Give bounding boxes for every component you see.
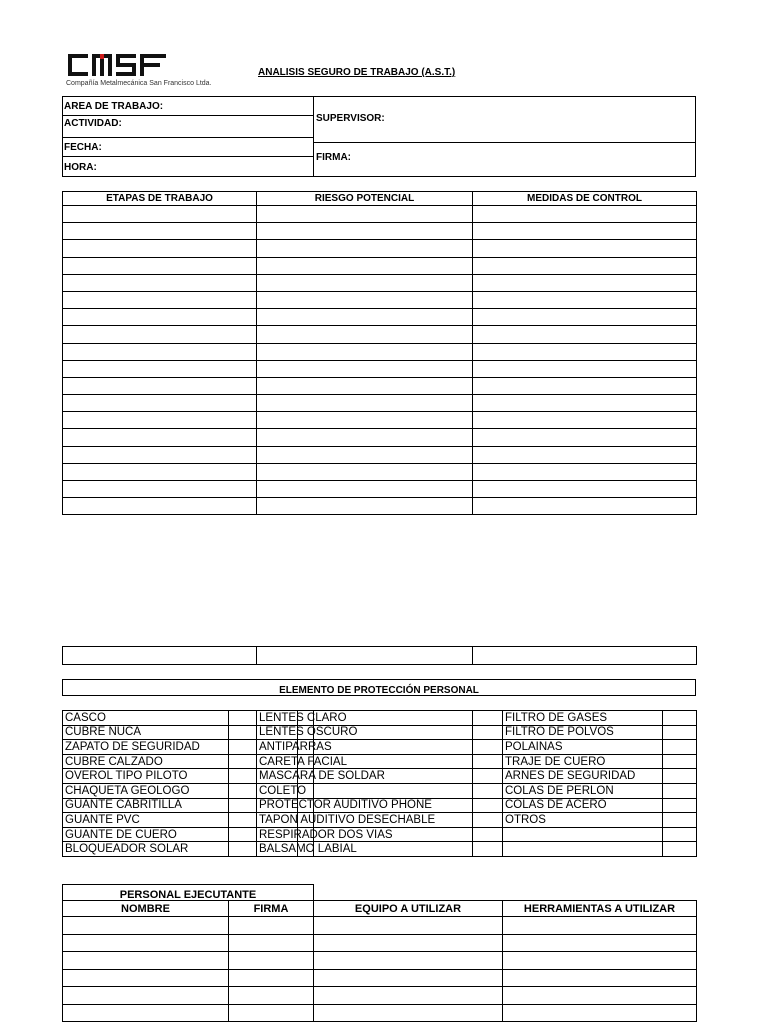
- ppe-checkbox[interactable]: [663, 827, 697, 842]
- work-row: [63, 463, 697, 480]
- nombre-cell[interactable]: [63, 987, 229, 1005]
- ppe-item-label: GUANTE CABRITILLA: [63, 798, 229, 813]
- ppe-checkbox[interactable]: [473, 725, 503, 740]
- work-row: [63, 274, 697, 291]
- nombre-cell[interactable]: [63, 934, 229, 952]
- medida-cell[interactable]: [473, 463, 697, 480]
- herramientas-cell[interactable]: [503, 917, 697, 935]
- riesgo-cell[interactable]: [257, 291, 473, 308]
- work-row: [63, 291, 697, 308]
- work-row: [63, 257, 697, 274]
- equipo-cell[interactable]: [314, 934, 503, 952]
- ppe-row: [63, 740, 697, 755]
- header-nombre: NOMBRE: [63, 901, 229, 917]
- ppe-checkbox[interactable]: [663, 725, 697, 740]
- etapa-cell[interactable]: [63, 463, 257, 480]
- nombre-cell[interactable]: [63, 969, 229, 987]
- ppe-checkbox[interactable]: [473, 769, 503, 784]
- medida-cell[interactable]: [473, 257, 697, 274]
- extra-cell[interactable]: [473, 647, 697, 665]
- ppe-checkbox[interactable]: [229, 813, 257, 828]
- ppe-checkbox[interactable]: [229, 711, 257, 726]
- ppe-item-label: GUANTE DE CUERO: [63, 827, 229, 842]
- ppe-checkbox[interactable]: [473, 813, 503, 828]
- ppe-title-box: [62, 679, 696, 696]
- equipo-cell[interactable]: [314, 969, 503, 987]
- etapa-cell[interactable]: [63, 360, 257, 377]
- etapa-cell[interactable]: [63, 343, 257, 360]
- work-steps-table: [62, 191, 697, 515]
- ppe-item-label: COLETO: [257, 783, 473, 798]
- ppe-checkbox[interactable]: [229, 783, 257, 798]
- work-row: [63, 240, 697, 257]
- ppe-item-label: ANTIPARRAS: [257, 740, 473, 755]
- ppe-checkbox[interactable]: [663, 813, 697, 828]
- ppe-checkbox[interactable]: [473, 783, 503, 798]
- herramientas-cell[interactable]: [503, 987, 697, 1005]
- ppe-checkbox[interactable]: [663, 769, 697, 784]
- firma-cell[interactable]: [229, 969, 314, 987]
- etapa-cell[interactable]: [63, 206, 257, 223]
- ppe-item-label: TRAJE DE CUERO: [503, 754, 663, 769]
- ppe-item-label: CHAQUETA GEOLOGO: [63, 783, 229, 798]
- ppe-item-label: PROTECTOR AUDITIVO PHONE: [257, 798, 473, 813]
- work-row: [63, 343, 697, 360]
- ppe-item-label: LENTES CLARO: [257, 711, 473, 726]
- riesgo-cell[interactable]: [257, 223, 473, 240]
- extra-cell[interactable]: [257, 647, 473, 665]
- work-row: [63, 206, 697, 223]
- ppe-item-label: POLAINAS: [503, 740, 663, 755]
- riesgo-cell[interactable]: [257, 429, 473, 446]
- ppe-checkbox[interactable]: [229, 798, 257, 813]
- etapa-cell[interactable]: [63, 223, 257, 240]
- ppe-item-label: CUBRE CALZADO: [63, 754, 229, 769]
- ppe-checkbox[interactable]: [229, 842, 257, 857]
- area-label: AREA DE TRABAJO:: [64, 101, 164, 112]
- ppe-item-label: BALSAMO LABIAL: [257, 842, 473, 857]
- ppe-row: [63, 842, 697, 857]
- herramientas-cell[interactable]: [503, 952, 697, 970]
- firma-cell[interactable]: [229, 917, 314, 935]
- equipo-cell[interactable]: [314, 952, 503, 970]
- riesgo-cell[interactable]: [257, 481, 473, 498]
- riesgo-cell[interactable]: [257, 309, 473, 326]
- ppe-row: [63, 827, 697, 842]
- medida-cell[interactable]: [473, 343, 697, 360]
- firma-cell[interactable]: [229, 952, 314, 970]
- ppe-checkbox[interactable]: [473, 754, 503, 769]
- equipo-cell[interactable]: [314, 917, 503, 935]
- ppe-checkbox[interactable]: [473, 711, 503, 726]
- work-row: [63, 446, 697, 463]
- firma-cell[interactable]: [229, 1004, 314, 1022]
- herramientas-cell[interactable]: [503, 934, 697, 952]
- ppe-item-label: ARNES DE SEGURIDAD: [503, 769, 663, 784]
- riesgo-cell[interactable]: [257, 326, 473, 343]
- ppe-checkbox[interactable]: [229, 725, 257, 740]
- medida-cell[interactable]: [473, 206, 697, 223]
- ppe-checkbox[interactable]: [663, 842, 697, 857]
- etapa-cell[interactable]: [63, 446, 257, 463]
- herramientas-cell[interactable]: [503, 1004, 697, 1022]
- equipo-cell[interactable]: [314, 987, 503, 1005]
- work-row: [63, 412, 697, 429]
- ppe-checkbox[interactable]: [663, 711, 697, 726]
- ppe-table: [62, 710, 697, 857]
- header-firma: FIRMA: [229, 901, 314, 917]
- medida-cell[interactable]: [473, 412, 697, 429]
- firma-cell[interactable]: [229, 934, 314, 952]
- ppe-item-label: TAPON AUDITIVO DESECHABLE: [257, 813, 473, 828]
- etapa-cell[interactable]: [63, 291, 257, 308]
- etapa-cell[interactable]: [63, 326, 257, 343]
- medida-cell[interactable]: [473, 446, 697, 463]
- medida-cell[interactable]: [473, 291, 697, 308]
- personnel-table: [62, 900, 697, 1022]
- ppe-item-label: CUBRE NUCA: [63, 725, 229, 740]
- ppe-item-label: MASCARA DE SOLDAR: [257, 769, 473, 784]
- etapa-cell[interactable]: [63, 377, 257, 394]
- ppe-row: [63, 769, 697, 784]
- header-medidas: MEDIDAS DE CONTROL: [473, 192, 697, 206]
- hora-label: HORA:: [64, 162, 97, 173]
- herramientas-cell[interactable]: [503, 969, 697, 987]
- ppe-item-label: FILTRO DE POLVOS: [503, 725, 663, 740]
- ppe-checkbox[interactable]: [473, 842, 503, 857]
- ppe-item-label: LENTES OSCURO: [257, 725, 473, 740]
- personnel-row: [63, 1004, 697, 1022]
- etapa-cell[interactable]: [63, 395, 257, 412]
- ppe-item-label: COLAS DE ACERO: [503, 798, 663, 813]
- ppe-checkbox[interactable]: [663, 798, 697, 813]
- riesgo-cell[interactable]: [257, 446, 473, 463]
- work-row: [63, 395, 697, 412]
- ppe-row: [63, 754, 697, 769]
- ppe-title: ELEMENTO DE PROTECCIÓN PERSONAL: [279, 685, 479, 696]
- ppe-checkbox[interactable]: [229, 827, 257, 842]
- ppe-item-label: ZAPATO DE SEGURIDAD: [63, 740, 229, 755]
- ppe-item-label: FILTRO DE GASES: [503, 711, 663, 726]
- personnel-row: [63, 934, 697, 952]
- supervisor-label: SUPERVISOR:: [316, 113, 385, 124]
- nombre-cell[interactable]: [63, 917, 229, 935]
- ppe-item-label: [503, 827, 663, 842]
- medida-cell[interactable]: [473, 274, 697, 291]
- ppe-item-label: CARETA FACIAL: [257, 754, 473, 769]
- company-subtitle: Compañía Metalmecánica San Francisco Ltda.: [66, 80, 212, 87]
- riesgo-cell[interactable]: [257, 377, 473, 394]
- ppe-row: [63, 813, 697, 828]
- medida-cell[interactable]: [473, 395, 697, 412]
- extra-row-table: [62, 646, 697, 665]
- ppe-checkbox[interactable]: [473, 798, 503, 813]
- ppe-row: [63, 711, 697, 726]
- personnel-title-box: [62, 884, 314, 901]
- riesgo-cell[interactable]: [257, 498, 473, 515]
- work-row: [63, 481, 697, 498]
- ppe-checkbox[interactable]: [229, 754, 257, 769]
- ppe-checkbox[interactable]: [663, 783, 697, 798]
- medida-cell[interactable]: [473, 223, 697, 240]
- ppe-checkbox[interactable]: [473, 740, 503, 755]
- work-row: [63, 326, 697, 343]
- ppe-row: [63, 798, 697, 813]
- ppe-row: [63, 725, 697, 740]
- ppe-checkbox[interactable]: [229, 769, 257, 784]
- ppe-item-label: OVEROL TIPO PILOTO: [63, 769, 229, 784]
- riesgo-cell[interactable]: [257, 395, 473, 412]
- medida-cell[interactable]: [473, 240, 697, 257]
- medida-cell[interactable]: [473, 326, 697, 343]
- etapa-cell[interactable]: [63, 309, 257, 326]
- ppe-checkbox[interactable]: [663, 740, 697, 755]
- ppe-item-label: RESPIRADOR DOS VIAS: [257, 827, 473, 842]
- nombre-cell[interactable]: [63, 952, 229, 970]
- header-etapas: ETAPAS DE TRABAJO: [63, 192, 257, 206]
- firma-label: FIRMA:: [316, 152, 351, 163]
- personnel-row: [63, 917, 697, 935]
- actividad-label: ACTIVIDAD:: [64, 118, 122, 129]
- riesgo-cell[interactable]: [257, 360, 473, 377]
- ppe-item-label: GUANTE PVC: [63, 813, 229, 828]
- document-title: ANALISIS SEGURO DE TRABAJO (A.S.T.): [258, 67, 456, 78]
- etapa-cell[interactable]: [63, 412, 257, 429]
- etapa-cell[interactable]: [63, 257, 257, 274]
- header-equipo: EQUIPO A UTILIZAR: [314, 901, 503, 917]
- firma-cell[interactable]: [229, 987, 314, 1005]
- cmsf-logo-mark: [66, 52, 170, 78]
- personnel-row: [63, 987, 697, 1005]
- ppe-checkbox[interactable]: [473, 827, 503, 842]
- ppe-checkbox[interactable]: [663, 754, 697, 769]
- medida-cell[interactable]: [473, 429, 697, 446]
- personnel-row: [63, 952, 697, 970]
- personnel-title: PERSONAL EJECUTANTE: [119, 889, 257, 901]
- work-row: [63, 309, 697, 326]
- etapa-cell[interactable]: [63, 481, 257, 498]
- riesgo-cell[interactable]: [257, 240, 473, 257]
- ppe-item-label: CASCO: [63, 711, 229, 726]
- ppe-item-label: BLOQUEADOR SOLAR: [63, 842, 229, 857]
- work-row: [63, 360, 697, 377]
- work-row: [63, 377, 697, 394]
- ppe-item-label: OTROS: [503, 813, 663, 828]
- etapa-cell[interactable]: [63, 429, 257, 446]
- ppe-item-label: [503, 842, 663, 857]
- ppe-row: [63, 783, 697, 798]
- nombre-cell[interactable]: [63, 1004, 229, 1022]
- riesgo-cell[interactable]: [257, 206, 473, 223]
- medida-cell[interactable]: [473, 498, 697, 515]
- medida-cell[interactable]: [473, 309, 697, 326]
- medida-cell[interactable]: [473, 360, 697, 377]
- riesgo-cell[interactable]: [257, 343, 473, 360]
- header-riesgo: RIESGO POTENCIAL: [257, 192, 473, 206]
- work-row: [63, 498, 697, 515]
- header-herramientas: HERRAMIENTAS A UTILIZAR: [503, 901, 697, 917]
- riesgo-cell[interactable]: [257, 257, 473, 274]
- medida-cell[interactable]: [473, 377, 697, 394]
- fecha-label: FECHA:: [64, 142, 102, 153]
- etapa-cell[interactable]: [63, 498, 257, 515]
- ppe-checkbox[interactable]: [229, 740, 257, 755]
- riesgo-cell[interactable]: [257, 412, 473, 429]
- riesgo-cell[interactable]: [257, 274, 473, 291]
- etapa-cell[interactable]: [63, 240, 257, 257]
- personnel-row: [63, 969, 697, 987]
- extra-cell[interactable]: [63, 647, 257, 665]
- medida-cell[interactable]: [473, 481, 697, 498]
- company-logo: [66, 52, 216, 92]
- riesgo-cell[interactable]: [257, 463, 473, 480]
- etapa-cell[interactable]: [63, 274, 257, 291]
- work-row: [63, 223, 697, 240]
- equipo-cell[interactable]: [314, 1004, 503, 1022]
- work-row: [63, 429, 697, 446]
- ppe-item-label: COLAS DE PERLON: [503, 783, 663, 798]
